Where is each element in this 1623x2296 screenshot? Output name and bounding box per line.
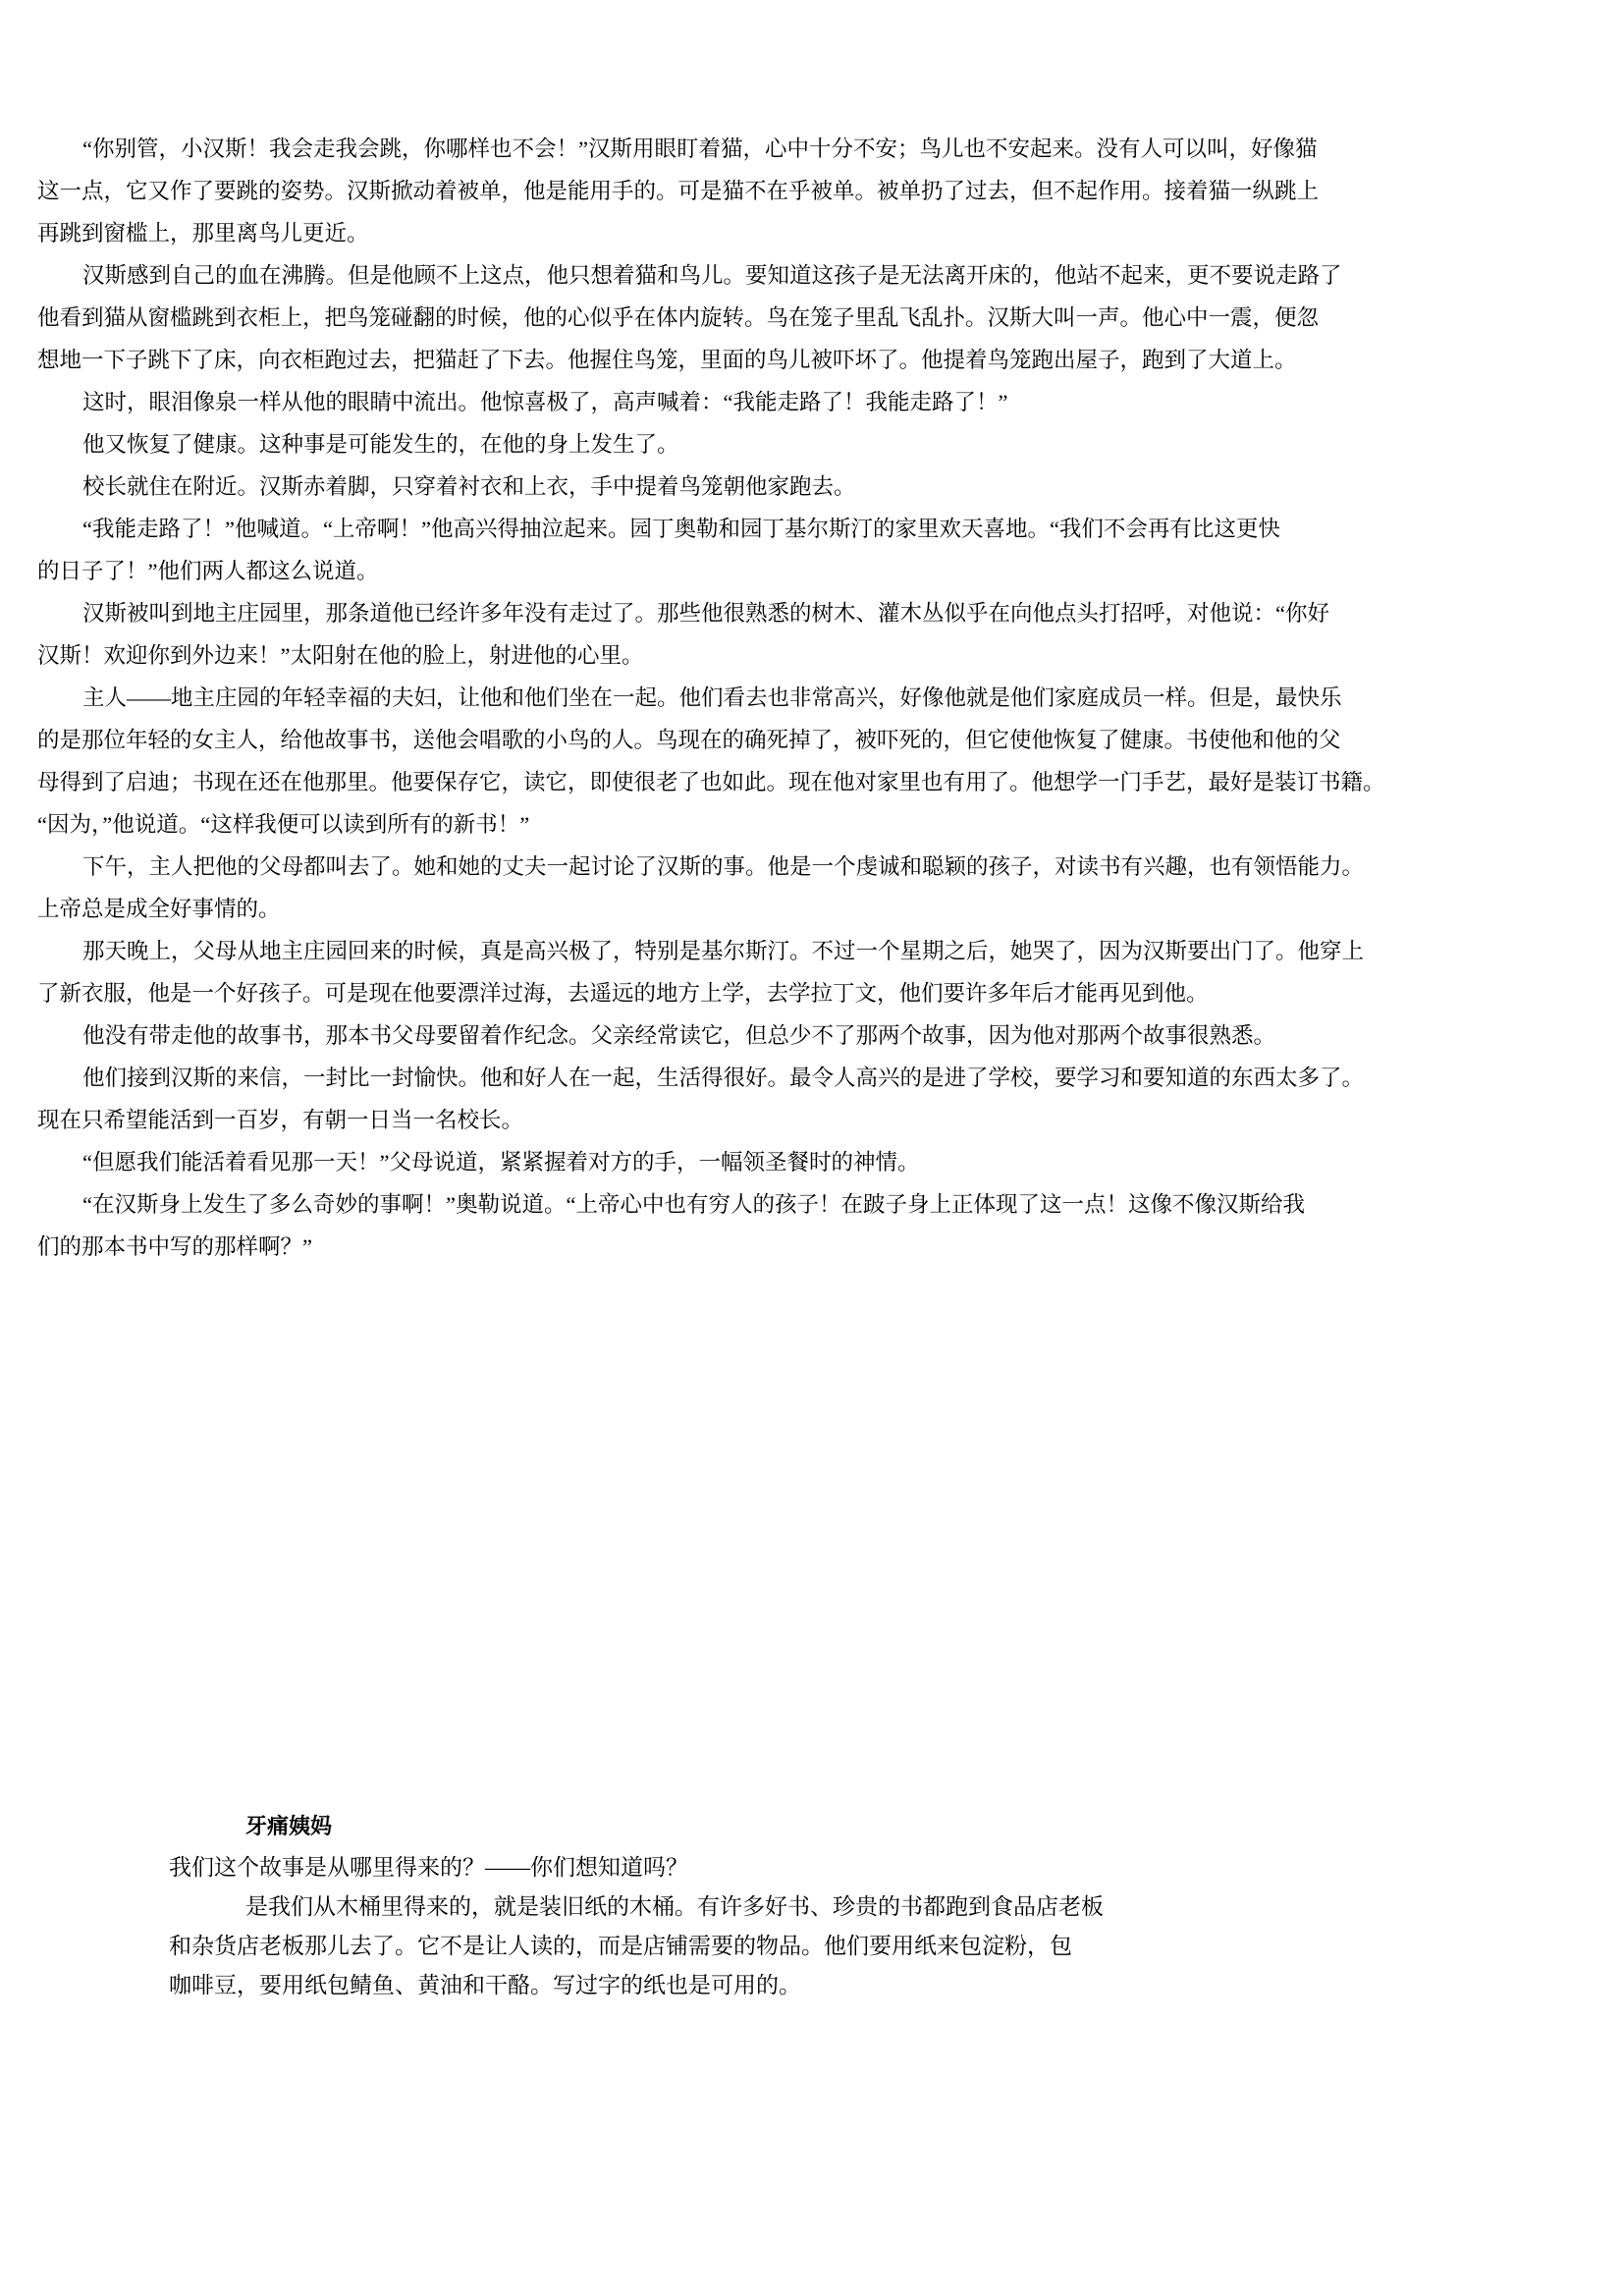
text-line: 们的那本书中写的那样啊？”	[37, 1234, 312, 1259]
text-line: 的是那位年轻的女主人，给他故事书，送他会唱歌的小鸟的人。鸟现在的确死掉了，被吓死的，但它使他恢复了健康。书使他和他的父	[37, 728, 1341, 752]
paragraph	[37, 930, 1623, 1014]
paragraph	[37, 1183, 1623, 1268]
text-line: 他们接到汉斯的来信，一封比一封愉快。他和好人在一起，生活得很好。最令人高兴的是进了学校，要学习和要知道的东西太多了。	[82, 1066, 1365, 1090]
text-line: 这时，眼泪像泉一样从他的眼睛中流出。他惊喜极了，高声喊着：“我能走路了！我能走路了！”	[82, 390, 1008, 414]
text-line: 我们这个故事是从哪里得来的？——你们想知道吗？	[169, 1855, 688, 1880]
text-line: 再跳到窗槛上，那里离鸟儿更近。	[37, 221, 369, 246]
paragraph	[37, 465, 1623, 508]
paragraph	[37, 846, 1623, 930]
text-line: 现在只希望能活到一百岁，有朝一日当一名校长。	[37, 1108, 524, 1132]
text-line: 他看到猫从窗槛跳到衣柜上，把鸟笼碰翻的时候，他的心似乎在体内旋转。鸟在笼子里乱飞乱扑。汉斯大叫一声。他心中一震，便忽	[37, 305, 1320, 330]
text-line: 主人——地主庄园的年轻幸福的夫妇，让他和他们坐在一起。他们看去也非常高兴，好像他就是他们家庭成员一样。但是，最快乐	[82, 685, 1342, 710]
text-line: 想地一下子跳下了床，向衣柜跑过去，把猫赶了下去。他握住鸟笼，里面的鸟儿被吓坏了。他提着鸟笼跑出屋子，跑到了大道上。	[37, 348, 1297, 372]
text-line: “但愿我们能活着看见那一天！”父母说道，紧紧握着对方的手，一幅领圣餐时的神情。	[82, 1150, 920, 1175]
paragraph	[37, 1014, 1623, 1057]
text-line: 了新衣服，他是一个好孩子。可是现在他要漂洋过海，去遥远的地方上学，去学拉丁文，他们要许多年后才能再见到他。	[37, 981, 1209, 1006]
text-line: “我能走路了！”他喊道。“上帝啊！”他高兴得抽泣起来。园丁奥勒和园丁基尔斯汀的家里欢天喜地。“我们不会再有比这更快	[82, 517, 1280, 541]
story-two-title: 牙痛姨妈	[245, 1814, 333, 1838]
text-line: “你别管，小汉斯！我会走我会跳，你哪样也不会！”汉斯用眼盯着猫，心中十分不安；鸟儿也不安起来。没有人可以叫，好像猫	[82, 137, 1318, 161]
text-line: 咖啡豆，要用纸包鲭鱼、黄油和干酪。写过字的纸也是可用的。	[169, 1973, 801, 1997]
text-line: 他没有带走他的故事书，那本书父母要留着作纪念。父亲经常读它，但总少不了那两个故事，因为他对那两个故事很熟悉。	[82, 1023, 1276, 1048]
paragraph	[37, 508, 1623, 592]
text-line: 汉斯！欢迎你到外边来！”太阳射在他的脸上，射进他的心里。	[37, 643, 644, 668]
text-line: 母得到了启迪；书现在还在他那里。他要保存它，读它，即使很老了也如此。现在他对家里也有用了。他想学一门手艺，最好是装订书籍。	[37, 770, 1385, 794]
paragraph	[37, 1057, 1623, 1141]
text-line: 汉斯感到自己的血在沸腾。但是他顾不上这点，他只想着猫和鸟儿。要知道这孩子是无法离开床的，他站不起来，更不要说走路了	[82, 263, 1342, 288]
text-line: 和杂货店老板那儿去了。它不是让人读的，而是店铺需要的物品。他们要用纸来包淀粉，包	[169, 1934, 1072, 1958]
text-line: 那天晚上，父母从地主庄园回来的时候，真是高兴极了，特别是基尔斯汀。不过一个星期之后，她哭了，因为汉斯要出门了。他穿上	[82, 939, 1365, 963]
text-line: 汉斯被叫到地主庄园里，那条道他已经许多年没有走过了。那些他很熟悉的树木、灌木丛似乎在向他点头打招呼，对他说：“你好	[82, 601, 1329, 626]
text-line: 他又恢复了健康。这种事是可能发生的，在他的身上发生了。	[82, 432, 679, 457]
paragraph	[37, 381, 1623, 423]
text-line: 下午，主人把他的父母都叫去了。她和她的丈夫一起讨论了汉斯的事。他是一个虔诚和聪颖的孩子，对读书有兴趣，也有领悟能力。	[82, 854, 1365, 879]
paragraph	[37, 128, 1623, 254]
text-line: 这一点，它又作了要跳的姿势。汉斯掀动着被单，他是能用手的。可是猫不在乎被单。被单扔了过去，但不起作用。接着猫一纵跳上	[37, 179, 1320, 203]
paragraph	[37, 592, 1623, 677]
paragraph	[37, 254, 1623, 381]
paragraph	[37, 1141, 1623, 1183]
story-one-body	[37, 128, 1623, 1268]
text-line: “在汉斯身上发生了多么奇妙的事啊！”奥勒说道。“上帝心中也有穷人的孩子！在跛子身上正体现了这一点！这像不像汉斯给我	[82, 1192, 1305, 1217]
paragraph	[37, 423, 1623, 465]
text-line: “因为，”他说道。“这样我便可以读到所有的新书！”	[37, 812, 530, 837]
text-line: 的日子了！”他们两人都这么说道。	[37, 559, 379, 583]
text-line: 上帝总是成全好事情的。	[37, 897, 281, 921]
text-line: 校长就住在附近。汉斯赤着脚，只穿着衬衣和上衣，手中提着鸟笼朝他家跑去。	[82, 474, 856, 499]
text-line: 是我们从木桶里得来的，就是装旧纸的木桶。有许多好书、珍贵的书都跑到食品店老板	[245, 1894, 1104, 1919]
paragraph	[37, 677, 1623, 846]
story-two-block	[169, 1807, 1325, 2005]
